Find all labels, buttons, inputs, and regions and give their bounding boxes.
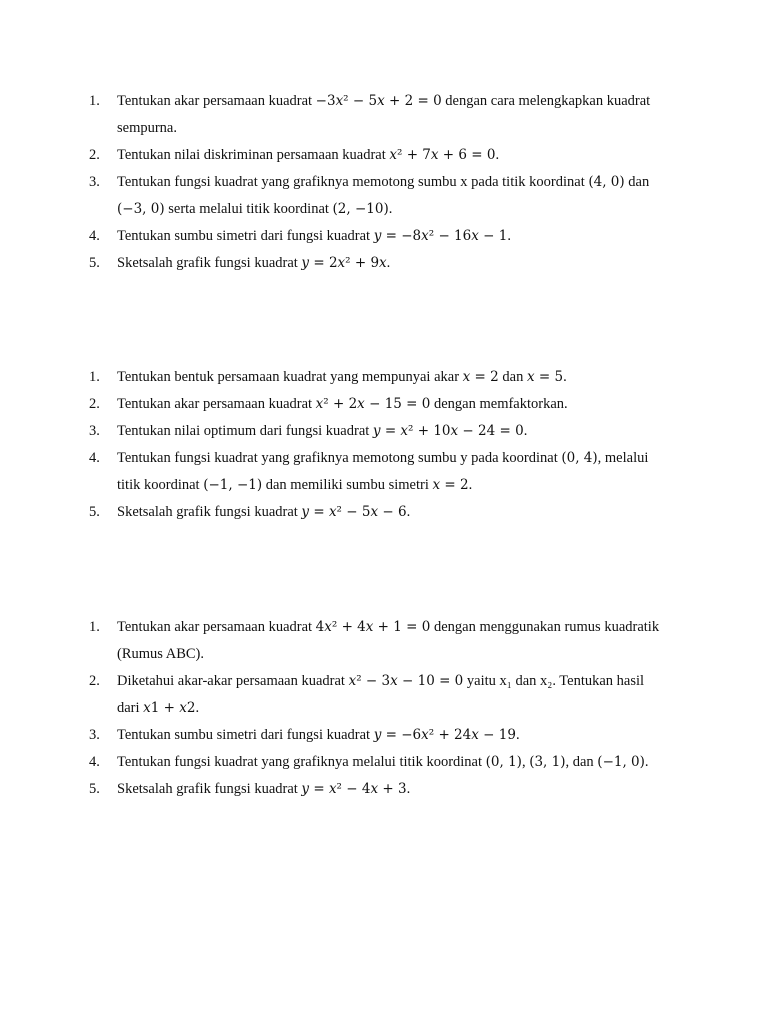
question-text: Tentukan akar persamaan kuadrat	[117, 396, 316, 412]
question-line	[117, 472, 678, 499]
math-expression: (3, 1)	[529, 754, 566, 770]
math-expression: 𝑥 = 2	[432, 477, 469, 493]
question-number: 4.	[89, 450, 100, 466]
question-number: 2.	[89, 396, 100, 412]
math-expression: 𝑦 = 𝑥² + 10𝑥 − 24 = 0	[372, 423, 524, 439]
question-text: , dan	[565, 754, 598, 770]
question-item	[0, 169, 768, 223]
question-item	[0, 445, 768, 499]
question-number: 5.	[89, 255, 100, 271]
question-item	[0, 391, 768, 418]
question-text: .	[507, 228, 511, 244]
question-text: Tentukan akar persamaan kuadrat	[117, 619, 316, 635]
question-number: 3.	[89, 423, 100, 439]
math-expression: (4, 0)	[588, 174, 625, 190]
question-item	[0, 364, 768, 391]
question-text: dan	[498, 369, 527, 385]
question-text: titik koordinat	[117, 477, 204, 493]
question-line	[117, 169, 678, 196]
math-expression: (−1, 0)	[597, 754, 645, 770]
question-text: .	[195, 700, 200, 716]
question-line	[117, 722, 678, 749]
question-text: dari	[117, 700, 144, 716]
question-line	[117, 641, 678, 668]
question-text: .	[406, 504, 411, 520]
question-line	[117, 223, 678, 250]
question-text: .	[515, 727, 520, 743]
question-text: serta melalui titik koordinat	[164, 201, 333, 217]
question-item	[0, 499, 768, 526]
question-text: Sketsalah grafik fungsi kuadrat	[117, 781, 302, 797]
question-text: Sketsalah grafik fungsi kuadrat	[117, 255, 302, 271]
question-item	[0, 668, 768, 722]
question-text: Diketahui akar-akar persamaan kuadrat	[117, 673, 349, 689]
math-expression: 𝑦 = 𝑥² − 5𝑥 − 6	[301, 504, 407, 520]
math-expression: 𝑥 = 2	[462, 369, 499, 385]
question-number: 4.	[89, 754, 100, 770]
question-line	[117, 668, 678, 695]
question-number: 4.	[89, 228, 100, 244]
question-line	[117, 196, 678, 223]
question-item	[0, 722, 768, 749]
question-text: .	[563, 369, 567, 385]
math-expression: 𝑦 = −6𝑥² + 24𝑥 − 19	[373, 727, 516, 743]
question-text: Tentukan nilai optimum dari fungsi kuadrat	[117, 423, 373, 439]
question-item	[0, 88, 768, 142]
question-text: Sketsalah grafik fungsi kuadrat	[117, 504, 302, 520]
question-line	[117, 749, 678, 776]
question-set-3	[0, 614, 768, 803]
question-text: Tentukan bentuk persamaan kuadrat yang mempunyai akar	[117, 369, 463, 385]
question-number: 1.	[89, 93, 100, 109]
question-line	[117, 418, 678, 445]
question-item	[0, 250, 768, 277]
question-line	[117, 695, 678, 722]
question-number: 3.	[89, 174, 100, 190]
math-expression: (0, 1)	[485, 754, 522, 770]
question-text: .	[468, 477, 473, 493]
question-number: 2.	[89, 673, 100, 689]
math-expression: −3𝑥² − 5𝑥 + 2 = 0	[315, 93, 442, 109]
question-line	[117, 115, 678, 142]
question-text: dengan cara melengkapkan kuadrat	[441, 93, 651, 109]
question-text: (Rumus ABC).	[117, 646, 205, 662]
question-text: , melalui	[597, 450, 649, 466]
question-text: Tentukan akar persamaan kuadrat	[117, 93, 316, 109]
question-text: Tentukan fungsi kuadrat yang grafiknya melalui titik koordinat	[117, 754, 486, 770]
question-item	[0, 223, 768, 250]
math-expression: (−1, −1)	[203, 477, 263, 493]
question-line	[117, 364, 678, 391]
question-text: .	[644, 754, 649, 770]
question-number: 5.	[89, 504, 100, 520]
math-expression: 𝑥 = 5	[526, 369, 564, 385]
question-item	[0, 418, 768, 445]
question-item	[0, 614, 768, 668]
question-text: dengan memfaktorkan.	[430, 396, 568, 412]
math-expression: 4𝑥² + 4𝑥 + 1 = 0	[315, 619, 431, 635]
math-expression: (−3, 0)	[117, 201, 165, 217]
question-text: yaitu x₁ dan x₂. Tentukan hasil	[463, 673, 645, 689]
question-text: Tentukan fungsi kuadrat yang grafiknya memotong sumbu x pada titik koordinat	[117, 174, 589, 190]
question-text: .	[388, 201, 393, 217]
question-number: 1.	[89, 369, 100, 385]
math-expression: 𝑥² + 7𝑥 + 6 = 0	[389, 147, 496, 163]
math-expression: 𝑥² − 3𝑥 − 10 = 0	[348, 673, 464, 689]
math-expression: (2, −10)	[332, 201, 389, 217]
question-line	[117, 391, 678, 418]
math-expression: (0, 4)	[561, 450, 598, 466]
math-expression: 𝑦 = 2𝑥² + 9𝑥	[301, 255, 387, 271]
question-text: .	[495, 147, 500, 163]
question-text: dengan menggunakan rumus kuadratik	[430, 619, 660, 635]
question-set-2	[0, 364, 768, 526]
question-line	[117, 250, 678, 277]
question-line	[117, 499, 678, 526]
question-text: .	[406, 781, 411, 797]
math-expression: 𝑦 = −8𝑥² − 16𝑥 − 1	[373, 228, 508, 244]
question-item	[0, 749, 768, 776]
math-expression: 𝑥1 + 𝑥2	[143, 700, 196, 716]
question-line	[117, 88, 678, 115]
question-item	[0, 776, 768, 803]
question-text: .	[386, 255, 391, 271]
question-text: Tentukan sumbu simetri dari fungsi kuadrat	[117, 228, 374, 244]
question-number: 5.	[89, 781, 100, 797]
question-line	[117, 776, 678, 803]
question-text: Tentukan sumbu simetri dari fungsi kuadrat	[117, 727, 374, 743]
math-expression: 𝑥² + 2𝑥 − 15 = 0	[315, 396, 431, 412]
question-number: 2.	[89, 147, 100, 163]
question-number: 1.	[89, 619, 100, 635]
question-number: 3.	[89, 727, 100, 743]
question-text: .	[523, 423, 528, 439]
question-line	[117, 445, 678, 472]
question-text: Tentukan fungsi kuadrat yang grafiknya memotong sumbu y pada koordinat	[117, 450, 562, 466]
question-item	[0, 142, 768, 169]
math-expression: 𝑦 = 𝑥² − 4𝑥 + 3	[301, 781, 407, 797]
question-text: Tentukan nilai diskriminan persamaan kuadrat	[117, 147, 390, 163]
question-text: dan memiliki sumbu simetri	[262, 477, 433, 493]
question-line	[117, 614, 678, 641]
question-text: sempurna.	[117, 120, 177, 136]
question-line	[117, 142, 678, 169]
question-text: ,	[521, 754, 530, 770]
question-text: dan	[624, 174, 650, 190]
question-set-1	[0, 88, 768, 277]
